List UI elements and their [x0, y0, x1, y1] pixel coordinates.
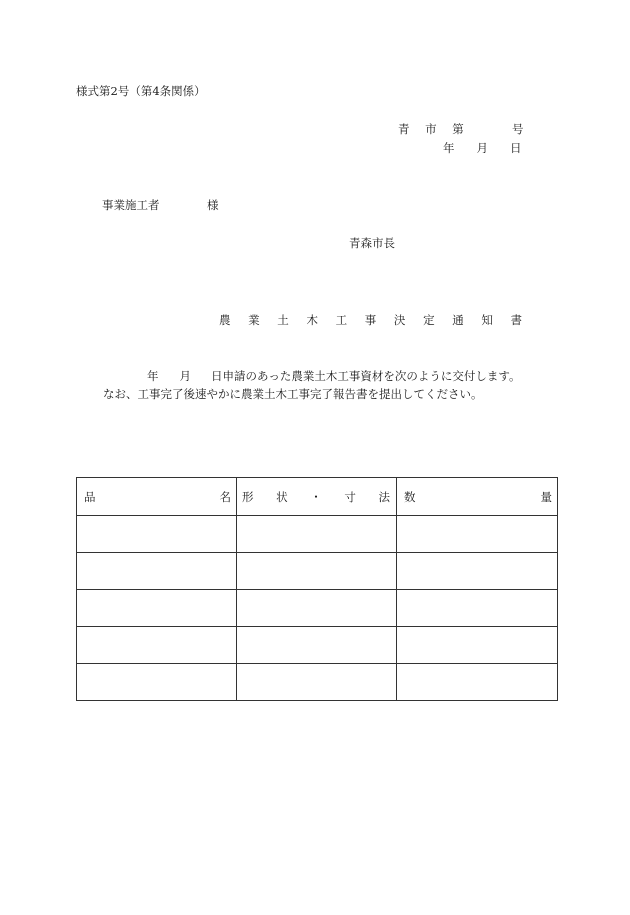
body-line-1-text: 日申請のあった農業土木工事資材を次のように交付します。 — [211, 369, 521, 383]
body-month-label: 月 — [179, 369, 191, 383]
header-quantity — [397, 478, 558, 516]
table-row — [77, 590, 558, 627]
body-paragraph-1 — [147, 369, 520, 383]
cell-shape-size — [237, 627, 397, 664]
form-number: 様式第2号（第4条関係） — [76, 84, 206, 98]
cell-quantity — [397, 553, 558, 590]
cell-item-name — [77, 664, 237, 701]
date-year-label: 年 — [443, 141, 455, 155]
header-shape-size-char: ・ — [310, 489, 322, 504]
header-item-name — [77, 478, 237, 516]
cell-shape-size — [237, 516, 397, 553]
table-header-row — [77, 478, 558, 516]
header-shape-size-char: 寸 — [344, 489, 356, 504]
cell-shape-size — [237, 664, 397, 701]
issuer-name: 青森市長 — [349, 236, 395, 250]
body-paragraph-2: なお、工事完了後速やかに農業土木工事完了報告書を提出してください。 — [103, 387, 483, 401]
table-row — [77, 664, 558, 701]
cell-item-name — [77, 516, 237, 553]
addressee-name: 事業施工者 — [102, 198, 160, 212]
issue-date-line — [443, 141, 522, 155]
cell-item-name — [77, 553, 237, 590]
document-number-suffix: 号 — [512, 122, 524, 136]
body-year-label: 年 — [147, 369, 159, 383]
header-shape-size-char: 状 — [276, 489, 288, 504]
materials-table — [76, 477, 558, 701]
header-item-name-char: 品 — [84, 489, 96, 504]
header-shape-size-char: 法 — [378, 489, 390, 504]
cell-quantity — [397, 627, 558, 664]
addressee-honorific: 様 — [207, 198, 219, 212]
header-shape-size-char: 形 — [242, 489, 254, 504]
document-number-prefix: 青 市 第 — [398, 122, 470, 136]
cell-quantity — [397, 590, 558, 627]
cell-quantity — [397, 664, 558, 701]
header-shape-size — [237, 478, 397, 516]
cell-shape-size — [237, 553, 397, 590]
header-quantity-char: 量 — [540, 489, 552, 504]
date-day-label: 日 — [510, 141, 522, 155]
header-quantity-char: 数 — [404, 489, 416, 504]
table-row — [77, 553, 558, 590]
cell-shape-size — [237, 590, 397, 627]
cell-quantity — [397, 516, 558, 553]
table-row — [77, 516, 558, 553]
cell-item-name — [77, 590, 237, 627]
table-row — [77, 627, 558, 664]
header-item-name-char: 名 — [219, 489, 231, 504]
date-month-label: 月 — [476, 141, 488, 155]
cell-item-name — [77, 627, 237, 664]
document-title: 農 業 土 木 工 事 決 定 通 知 書 — [219, 313, 530, 327]
